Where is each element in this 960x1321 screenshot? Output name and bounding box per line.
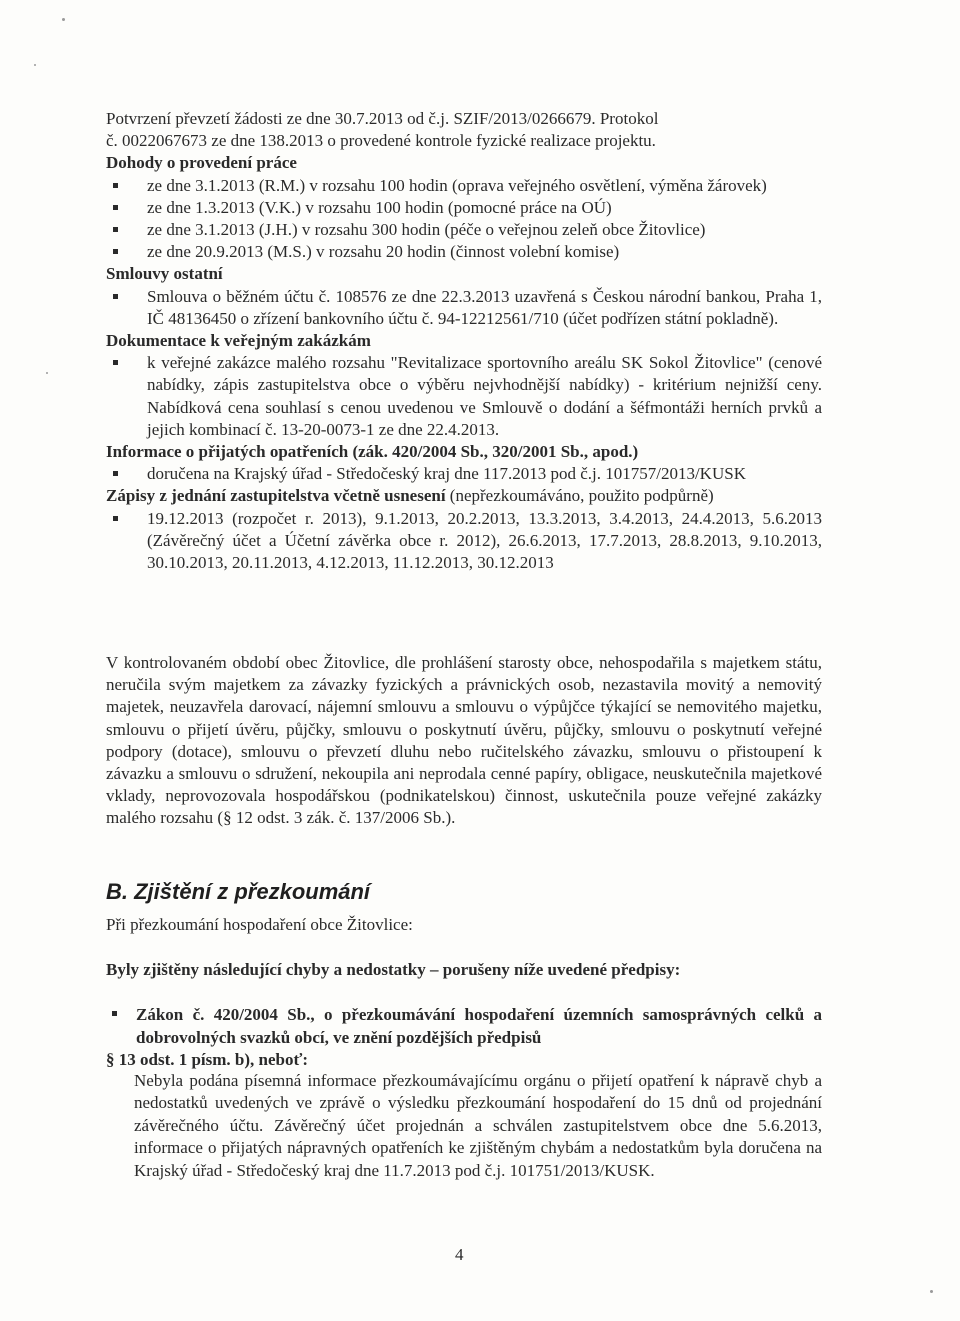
scan-speck (46, 372, 48, 374)
smlouvy-heading: Smlouvy ostatní (106, 264, 223, 284)
law-title: Zákon č. 420/2004 Sb., o přezkoumávání hospodaření územních samosprávných celků a dobrovolných svazků obcí, ve znění pozdějších předpisů (136, 1005, 822, 1047)
bullet-icon (113, 516, 118, 521)
list-item: ze dne 20.9.2013 (M.S.) v rozsahu 20 hodin (činnost volební komise) (106, 241, 822, 263)
scan-speck (930, 1290, 933, 1293)
zapisy-heading-line (106, 485, 822, 507)
intro-line-2: č. 0022067673 ze dne 138.2013 o provedené kontrole fyzické realizace projektu. (106, 131, 656, 151)
law-block (106, 1004, 822, 1072)
bullet-icon (113, 360, 118, 365)
list-item: k veřejné zakázce malého rozsahu "Revitalizace sportovního areálu SK Sokol Žitovlice" (cenové nabídky, zápis zastupitelstva obce o výběru nejvhodnější nabídky) - kritérium nejnižší ceny. Nabídková cena souhlasí s cenou uvedenou ve Smlouvě o dodání a šéfmontáži herních prvků a jejich kombinací č. 13-20-0073-1 ze dne 22.4.2013. (106, 352, 822, 441)
intro-block (106, 108, 822, 574)
list-item: ze dne 3.1.2013 (J.H.) v rozsahu 300 hodin (péče o veřejnou zeleň obce Žitovlice) (106, 219, 822, 241)
list-item: Smlouva o běžném účtu č. 108576 ze dne 22.3.2013 uzavřená s Českou národní bankou, Praha 1, IČ 48136450 o zřízení bankovního účtu č. 94-12212561/710 (účet podřízen státní pokladně). (106, 286, 822, 330)
list-item: 19.12.2013 (rozpočet r. 2013), 9.1.2013, 20.2.2013, 13.3.2013, 3.4.2013, 24.4.2013, 5.6.2013 (Závěrečný účet a Účetní závěrka obce r. 2012), 26.6.2013, 17.7.2013, 28.8.2013, 9.10.2013, 30.10.2013, 20.11.2013, 4.12.2013, 11.12.2013, 30.12.2013 (106, 508, 822, 575)
section-b-intro: Při přezkoumání hospodaření obce Žitovlice: (106, 915, 413, 934)
findings-heading: Byly zjištěny následující chyby a nedostatky – porušeny níže uvedené předpisy: (106, 960, 681, 979)
bullet-icon (113, 471, 118, 476)
finding-text: Nebyla podána písemná informace přezkoumávajícímu orgánu o přijetí opatření k nápravě chyb a nedostatků uvedených ve zprávě o výsledku přezkoumání hospodaření do 15 dnů od projednání závěrečného účtu. Závěrečný účet projednán a schválen zastupitelstvem obce dne 5.6.2013, informace o přijatých nápravných opatřeních ke zjištěným chybám a nedostatkům byla doručena na Krajský úřad - Středočeský kraj dne 11.7.2013 pod č.j. 101751/2013/KUSK. (134, 1071, 822, 1180)
dokumentace-heading: Dokumentace k veřejným zakázkám (106, 331, 371, 351)
scan-speck (62, 18, 65, 21)
section-b-title: B. Zjištění z přezkoumání (106, 879, 371, 904)
summary-paragraph: V kontrolovaném období obec Žitovlice, dle prohlášení starosty obce, nehospodařila s majetkem státu, neručila svým majetkem za závazky fyzických a právnických osob, nezastavila movitý a nemovitý majetek, neuzavřela darovací, nájemní smlouvu a smlouvu o výpůjčce týkající se nemovitého majetku, smlouvu o přijetí úvěru, půjčky, smlouvu o poskytnutí úvěru, půjčky, smlouvu o poskytnutí veřejné podpory (dotace), smlouvu o převzetí dluhu nebo ručitelského závazku, smlouvu o přistoupení k závazku a smlouvu o sdružení, nekoupila ani neprodala cenné papíry, obligace, neuskutečnila majetkové vklady, neprovozovala hospodářskou (podnikatelskou) činnost, uskutečnila pouze veřejné zakázky malého rozsahu (§ 12 odst. 3 zák. č. 137/2006 Sb.). (106, 653, 822, 828)
informace-heading: Informace o přijatých opatřeních (zák. 420/2004 Sb., 320/2001 Sb., apod.) (106, 442, 639, 462)
list-item: ze dne 1.3.2013 (V.K.) v rozsahu 100 hodin (pomocné práce na OÚ) (106, 197, 822, 219)
bullet-icon (113, 294, 118, 299)
list-item: doručena na Krajský úřad - Středočeský kraj dne 117.2013 pod č.j. 101757/2013/KUSK (106, 463, 822, 485)
bullet-icon (113, 227, 118, 232)
scan-speck (34, 64, 36, 66)
list-item: ze dne 3.1.2013 (R.M.) v rozsahu 100 hodin (oprava veřejného osvětlení, výměna žárovek) (106, 175, 822, 197)
paragraph-reference: § 13 odst. 1 písm. b), neboť: (106, 1050, 309, 1069)
bullet-icon (113, 205, 118, 210)
dohody-heading: Dohody o provedení práce (106, 153, 297, 173)
bullet-icon (112, 1011, 117, 1016)
page-number: 4 (455, 1245, 464, 1264)
bullet-icon (113, 183, 118, 188)
bullet-icon (113, 249, 118, 254)
intro-line-1: Potvrzení převzetí žádosti ze dne 30.7.2013 od č.j. SZIF/2013/0266679. Protokol (106, 109, 659, 128)
zapisy-heading: Zápisy z jednání zastupitelstva včetně usnesení (106, 486, 446, 506)
zapisy-note: (nepřezkoumáváno, použito podpůrně) (445, 486, 714, 506)
